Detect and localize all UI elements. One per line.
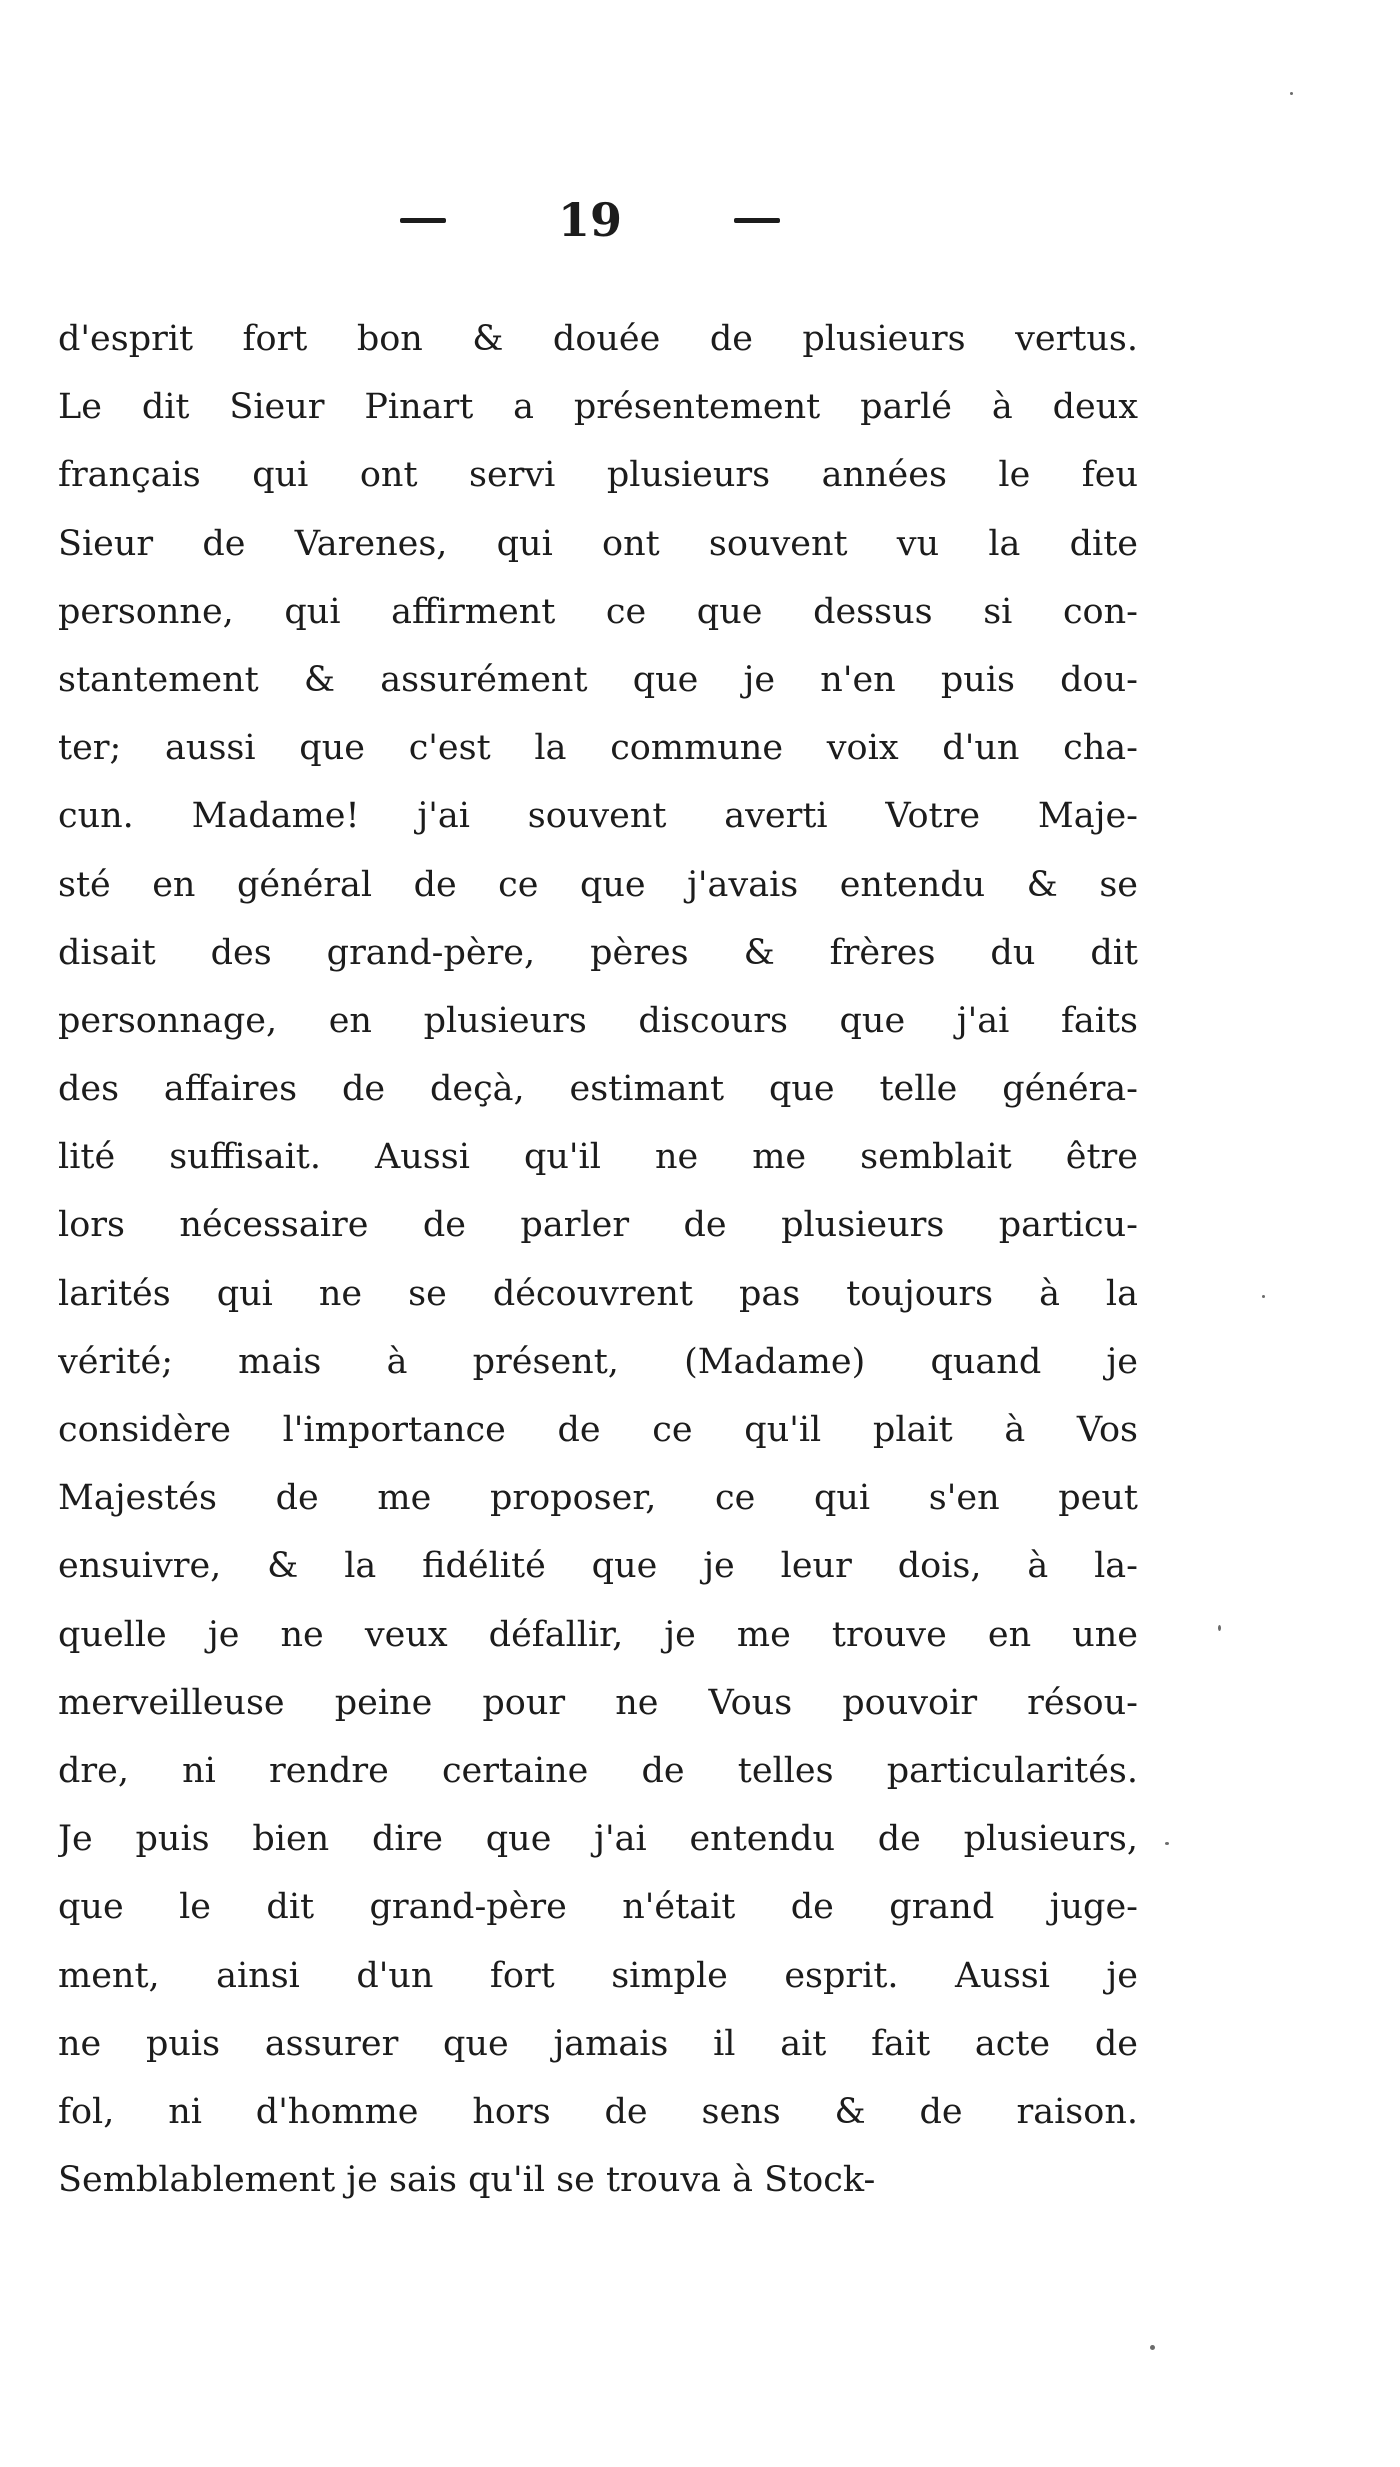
text-line: dre, ni rendre certaine de telles particularités. — [58, 1750, 1138, 1791]
text-line: sté en général de ce que j'avais entendu & se — [58, 864, 1138, 905]
paper-speck — [1165, 1842, 1169, 1845]
text-line: Je puis bien dire que j'ai entendu de plusieurs, — [58, 1819, 1138, 1860]
text-line: considère l'importance de ce qu'il plait à Vos — [58, 1410, 1138, 1450]
text-line: cun. Madame! j'ai souvent averti Votre Maje- — [58, 796, 1138, 837]
text-line: lité suffisait. Aussi qu'il ne me semblait être — [58, 1137, 1138, 1178]
text-line: Semblablement je sais qu'il se trouva à Stock- — [58, 2160, 876, 2201]
header-dash-right — [734, 218, 780, 223]
text-line: français qui ont servi plusieurs années le feu — [58, 455, 1138, 496]
text-line: que le dit grand-père n'était de grand juge- — [58, 1887, 1138, 1928]
text-line: stantement & assurément que je n'en puis dou- — [58, 659, 1138, 700]
text-line: ensuivre, & la fidélité que je leur dois, à la- — [58, 1546, 1138, 1587]
text-line: vérité; mais à présent, (Madame) quand je — [58, 1341, 1138, 1382]
text-line: lors nécessaire de parler de plusieurs particu- — [58, 1205, 1138, 1246]
paper-speck — [1218, 1625, 1221, 1631]
text-line: Majestés de me proposer, ce qui s'en peut — [58, 1478, 1138, 1519]
paper-speck — [1290, 92, 1293, 95]
text-line: personnage, en plusieurs discours que j'ai faits — [58, 1000, 1138, 1041]
text-line: larités qui ne se découvrent pas toujours à la — [58, 1273, 1138, 1314]
text-line: des affaires de deçà, estimant que telle généra- — [58, 1069, 1138, 1110]
text-line: d'esprit fort bon & douée de plusieurs vertus. — [58, 319, 1138, 359]
text-line: ter; aussi que c'est la commune voix d'un cha- — [58, 728, 1138, 769]
paper-speck — [1262, 1295, 1265, 1298]
page-number: 19 — [557, 193, 622, 247]
text-line: personne, qui affirment ce que dessus si con- — [58, 591, 1138, 632]
text-line: Sieur de Varenes, qui ont souvent vu la dite — [58, 523, 1138, 564]
body-text — [58, 305, 1138, 2214]
paper-speck — [1150, 2345, 1155, 2350]
text-line: merveilleuse peine pour ne Vous pouvoir résou- — [58, 1682, 1138, 1723]
text-line: Le dit Sieur Pinart a présentement parlé à deux — [58, 387, 1138, 428]
header-dash-left — [400, 218, 446, 223]
text-line: ne puis assurer que jamais il ait fait acte de — [58, 2023, 1138, 2064]
text-line: quelle je ne veux défallir, je me trouve en une — [58, 1614, 1138, 1655]
page-header — [400, 190, 780, 250]
text-line: fol, ni d'homme hors de sens & de raison. — [58, 2091, 1138, 2132]
text-line: disait des grand-père, pères & frères du dit — [58, 932, 1138, 973]
text-line: ment, ainsi d'un fort simple esprit. Aussi je — [58, 1955, 1138, 1996]
